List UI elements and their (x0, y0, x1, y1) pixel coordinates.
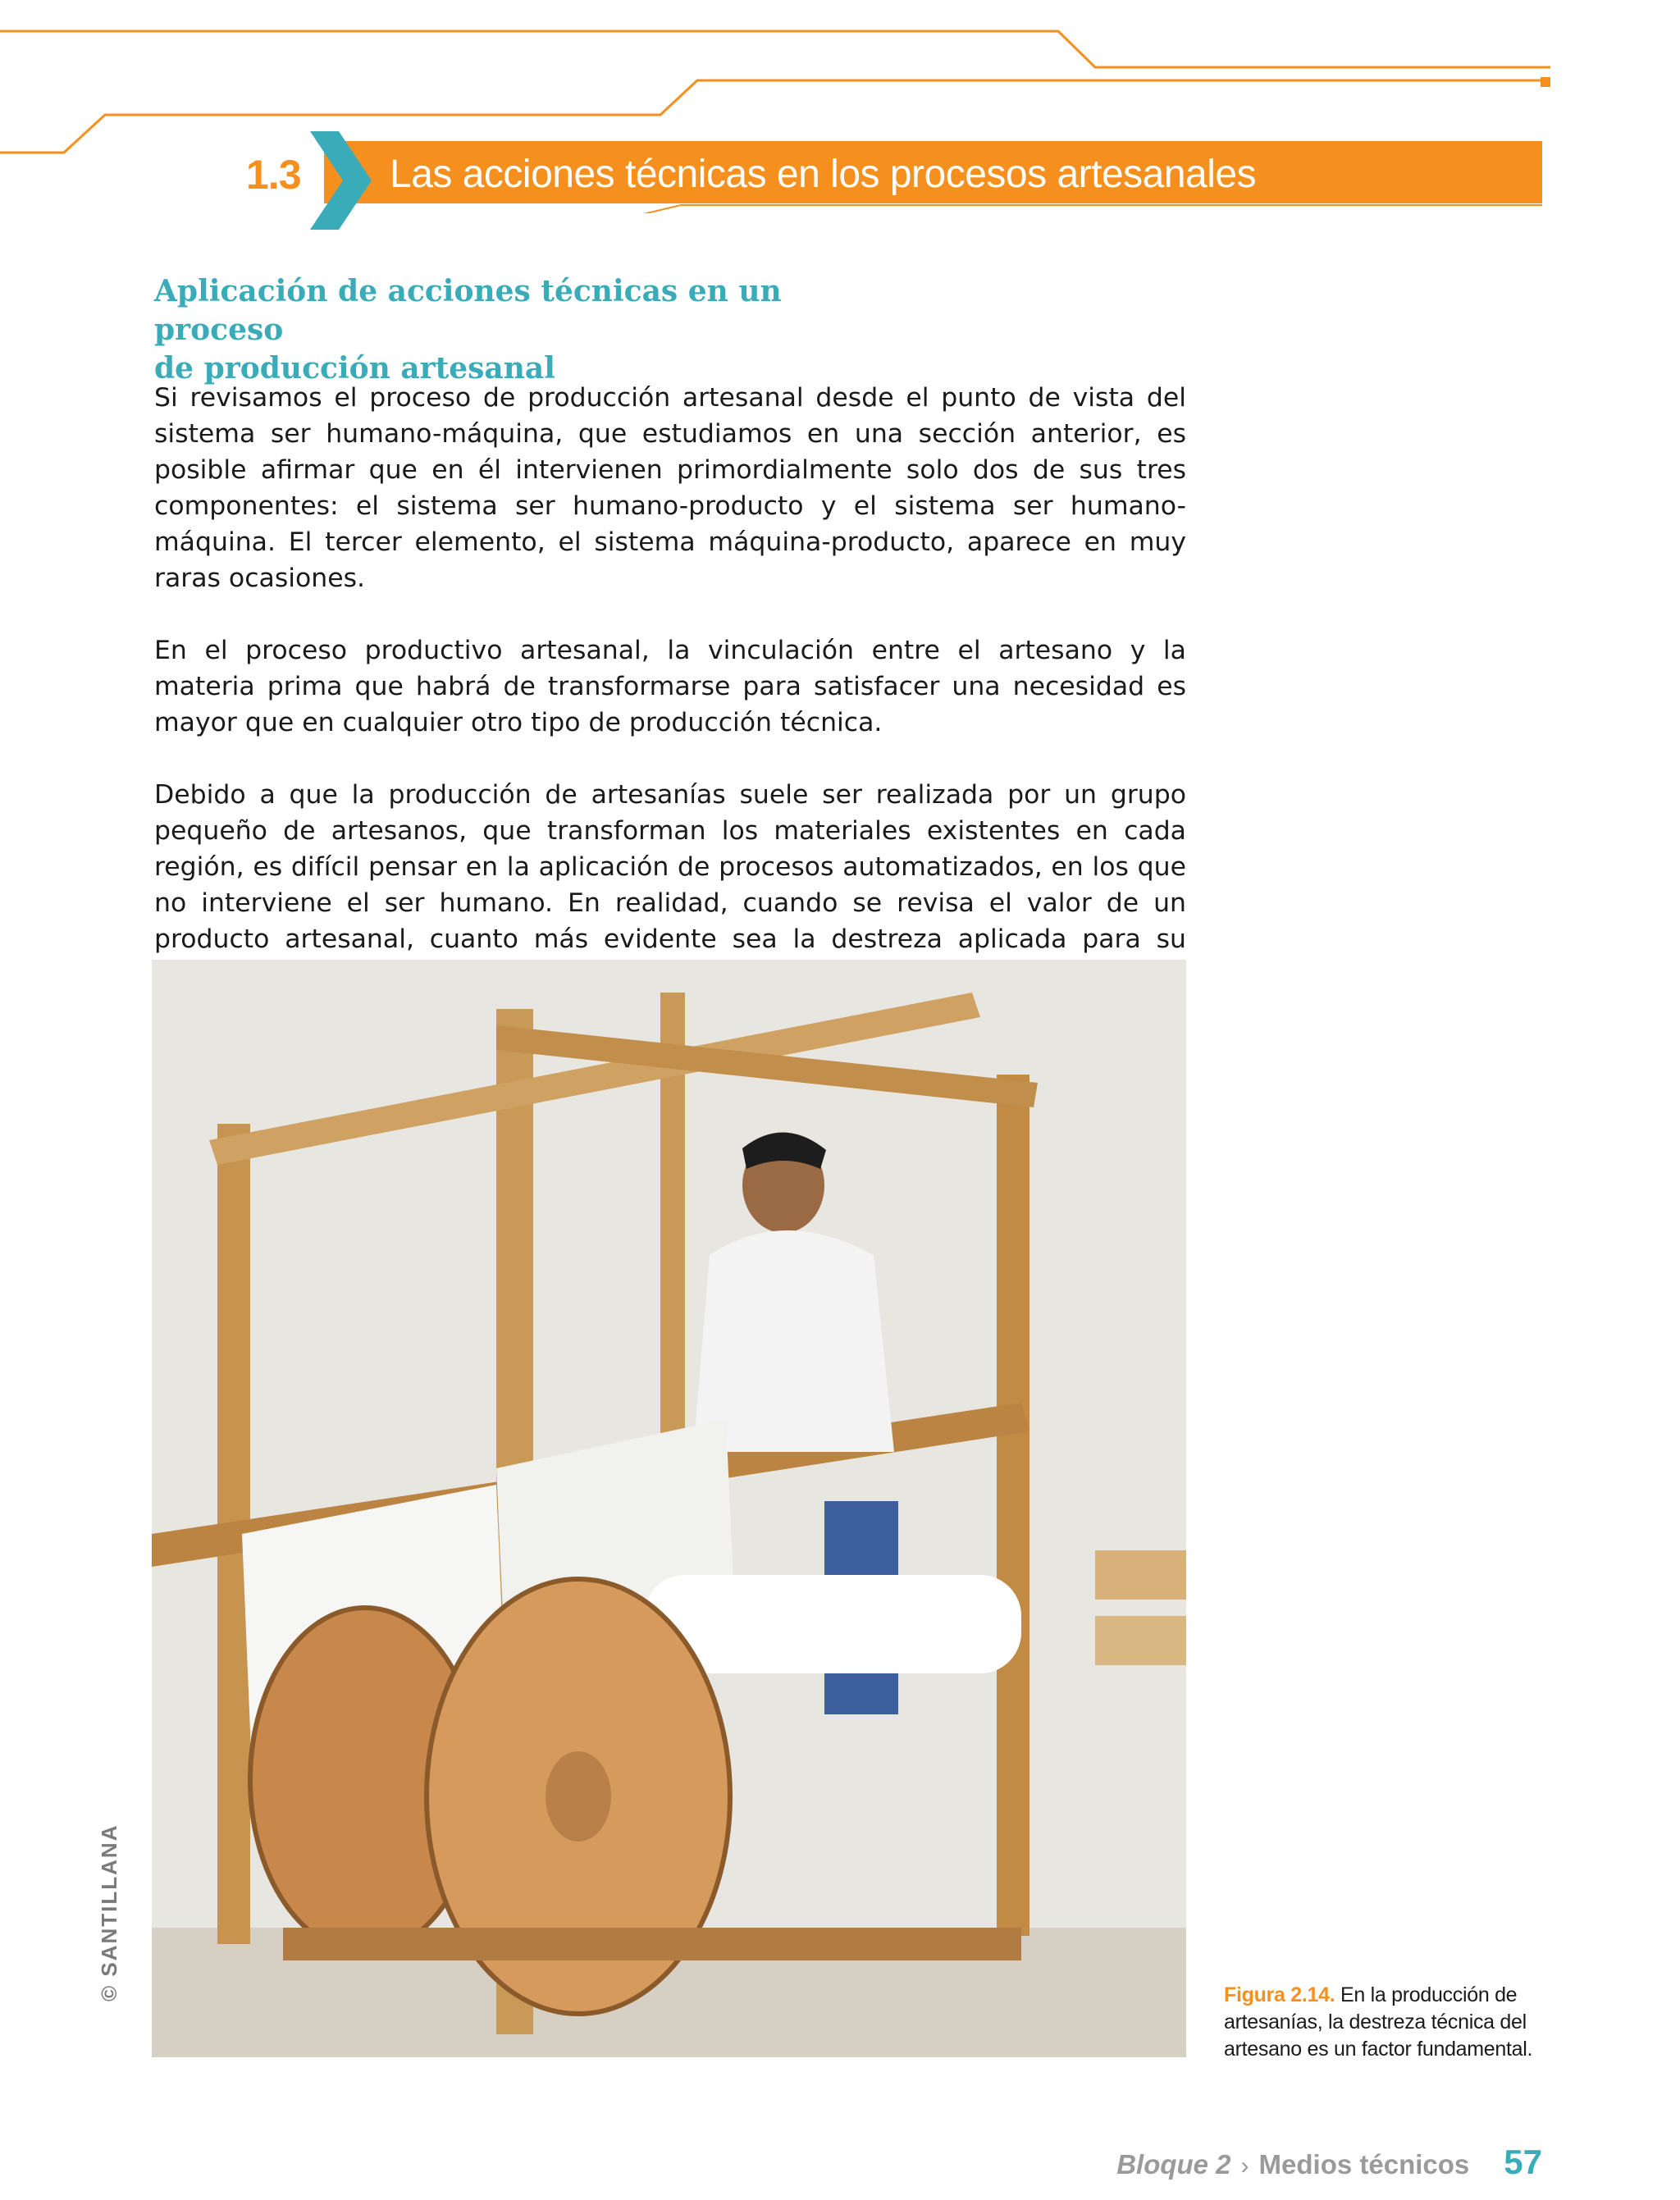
footer-bloque: Bloque 2 (1116, 2149, 1231, 2179)
paragraph: Debido a que la producción de artesanías suele ser realizada por un grupo pequeño de artesanos, que transforman los materiales existentes en cada región, es difícil pensar en la aplicación de procesos automatizados, en los que no interviene el ser humano. En realidad, cuando se revisa el valor de un producto artesanal, cuanto más evidente sea la destreza aplicada para su (154, 780, 1186, 954)
chevron-icon (302, 131, 376, 230)
body-text (154, 380, 1186, 1029)
copyright-credit: © SANTILLANA (97, 1823, 121, 2001)
page-number: 57 (1504, 2143, 1542, 2181)
loom-photo (152, 960, 1186, 2057)
subheading (154, 272, 892, 388)
footer-chapter: Medios técnicos (1258, 2149, 1470, 2179)
section-title: Las acciones técnicas en los procesos artesanales (390, 153, 1257, 196)
footer-separator: › (1240, 2152, 1249, 2179)
figure-label: Figura 2.14. (1224, 1983, 1335, 2006)
section-number: 1.3 (246, 152, 301, 198)
subheading-line-1: Aplicación de acciones técnicas en un proceso (154, 274, 782, 347)
figure-caption-text: En la producción de artesanías, la destreza técnica del artesano es un factor fundamental. (1224, 1983, 1533, 2061)
page-footer (1116, 2143, 1542, 2184)
subheading-line-2: de producción artesanal (154, 351, 555, 386)
figure-caption (1224, 1982, 1552, 2063)
paragraph: Si revisamos el proceso de producción artesanal desde el punto de vista del sistema ser humano-máquina, que estudiamos en una sección anterior, es posible afirmar que en él intervienen primordialmente solo dos de sus tres componentes: el sistema ser humano-producto y el sistema ser humano-máquina. El tercer elemento, el sistema máquina-producto, aparece en muy raras ocasiones. (154, 383, 1186, 593)
paragraph: En el proceso productivo artesanal, la vinculación entre el artesano y la materia prima que habrá de transformarse para satisfacer una necesidad es mayor que en cualquier otro tipo de producción técnica. (154, 636, 1186, 737)
